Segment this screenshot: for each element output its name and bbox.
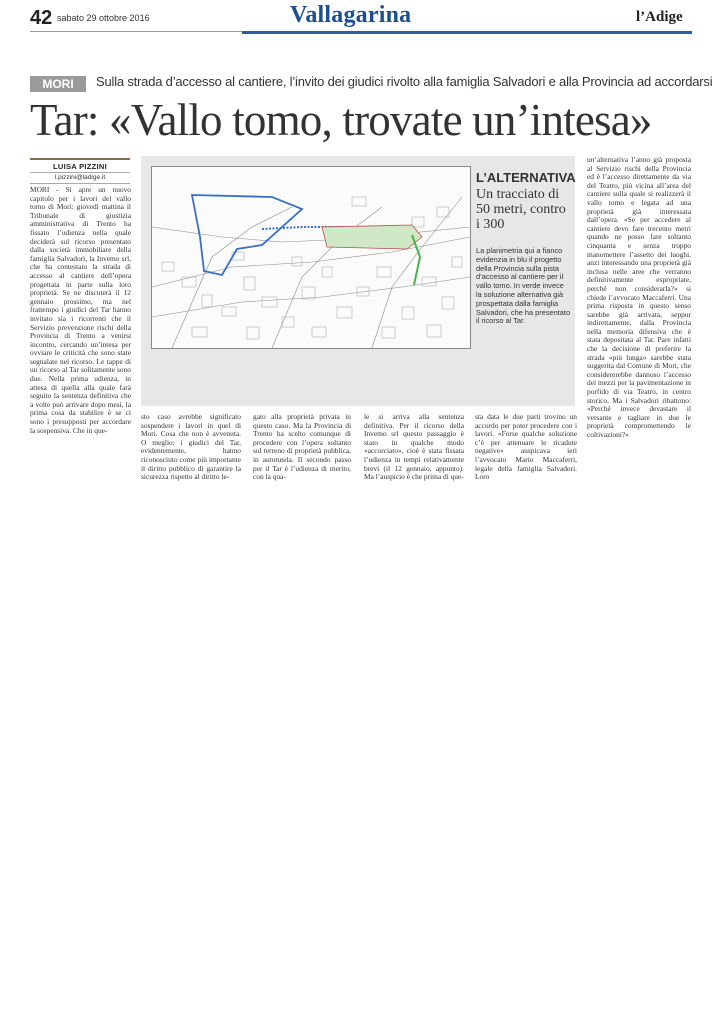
author-email: l.pizzini@ladige.it [54, 174, 106, 181]
article-column-4: le si arriva alla sentenza definitiva. Per il ricorso della Invemo srl questo passaggio è stato in qualche modo «accorciato», cioè è stata fissata l’udienza in tempi relativamente brevi (il 12 gennaio, appunto). Ma l’auspicio è che prima di que- [364, 412, 464, 482]
byline-divider [30, 183, 130, 184]
sidebar-title: L’ALTERNATIVA [476, 170, 576, 185]
sidebar-subtitle: Un tracciato di 50 metri, contro i 300 [476, 187, 566, 232]
kicker: Sulla strada d’accesso al cantiere, l’invito dei giudici rivolto alla famiglia Salvadori e alla Provincia ad accordarsi [96, 74, 713, 89]
section-title: Vallagarina [290, 2, 412, 28]
newspaper-name: l’Adige [636, 9, 683, 25]
site-plan-map [151, 166, 471, 349]
site-plan-drawing [152, 167, 470, 348]
map-caption: La planimetria qui a fianco evidenzia in blu il progetto della Provincia sulla pista d’accesso al cantiere per il vallo tomo. In verde invece la soluzione alternativa già prospettata dalla famiglia Salvadori, che ha presentato il ricorso al Tar. [476, 246, 571, 326]
article-column-2: sto caso avrebbe significato sospendere i lavori in quel di Mori. Cosa che non è avvenuta. O meglio: i giudici del Tar, evidentemente, hanno riconosciuto come più importante il diritto pubblico di garantire la sicurezza rispetto al diritto le- [141, 412, 241, 482]
headline: Tar: «Vallo tomo, trovate un’intesa» [30, 95, 652, 145]
article-column-3: gato alla proprietà privata in questo caso. Ma la Provincia di Trento ha scelto comunque di procedere con l’opera soltanto sul terreno di proprietà pubblica, in autotutela. Il secondo passo per il Tar è l’udienza di merito, con la qua- [253, 412, 351, 482]
issue-date: sabato 29 ottobre 2016 [57, 13, 150, 23]
page-number: 42 [30, 7, 53, 29]
article-column-1: MORI - Si apre un nuovo capitolo per i lavori del vallo tomo di Mori: giovedì mattina il Tribunale di giustizia amministrativa di Trento ha fissato l’udienza nella quale deciderà sul ricorso presentato dalla società immobiliare della famiglia Salvadori, la Invemo srl, che ha contestato la strada di accesso al cantiere dell’opera progettata in parte sulla loro proprietà. Se ne discuterà il 12 gennaio prossimo, ma nel frattempo i giudici del Tar hanno invitato sia i ricorrenti che il Servizio prevenzione rischi della Provincia di Trento a venirsi incontro, cercando un’intesa per ovviare le criticità che sono state segnalate nel ricorso. Le tappe di un ricorso al Tar solitamente sono due. Nella prima udienza, in attesa di quella alla quale farà seguito la sentenza definitiva che a volte può arrivare dopo mesi, la prima cosa da stabilire è se ci sono i presupposti per accordare la sospensiva. Che in que- [30, 185, 131, 435]
header-blue-rule [242, 31, 692, 34]
article-column-5: sta data le due parti trovino un accordo per poter procedere con i lavori. «Forse qualche soluzione c’è per attenuare le ricadute negative» auspicava ieri l’avvocato Mario Maccaferri, legale della famiglia Salvadori. Loro [475, 412, 577, 482]
byline-divider [30, 172, 130, 173]
byline-rule [30, 158, 130, 160]
article-column-6: un’alternativa l’anno già proposta al Servizio rischi della Provincia ed è l’accesso direttamente da via del Teatro, più vicina all’area del cantiere sulla quale si realizzerà il vallo tomo e legata ad una proprietà già interessata dall’opera. «Se per accedere al cantiere devo fare trecento metri quando ne posso fare soltanto cinquanta e senza troppo manomettere l’assetto dei luoghi, anzi interessando una proprietà già inclusa nelle aree che verranno definitivamente espropriate, perché non considerarla?» si chiede l’avvocato Maccaferri. Una prima risposta in questo senso sarebbe già arrivata, seppur indirettamente, dalla Provincia nella memoria difensiva che è stata depositata al Tar. Pare infatti che la decisione di preferire la strada «più lunga» sarebbe stata suggerita dal Comune di Mori, che considererebbe dannoso l’accesso dei mezzi per la pavimentazione in porfido di via Teatro, in centro storico. Ma i Salvadori ribattono: «Perché invece devastare il versante e tagliare in due le proprietà compromettendo le coltivazioni?» [587, 155, 691, 439]
location-tag: MORI [30, 76, 86, 92]
author-name: LUISA PIZZINI [52, 162, 108, 171]
